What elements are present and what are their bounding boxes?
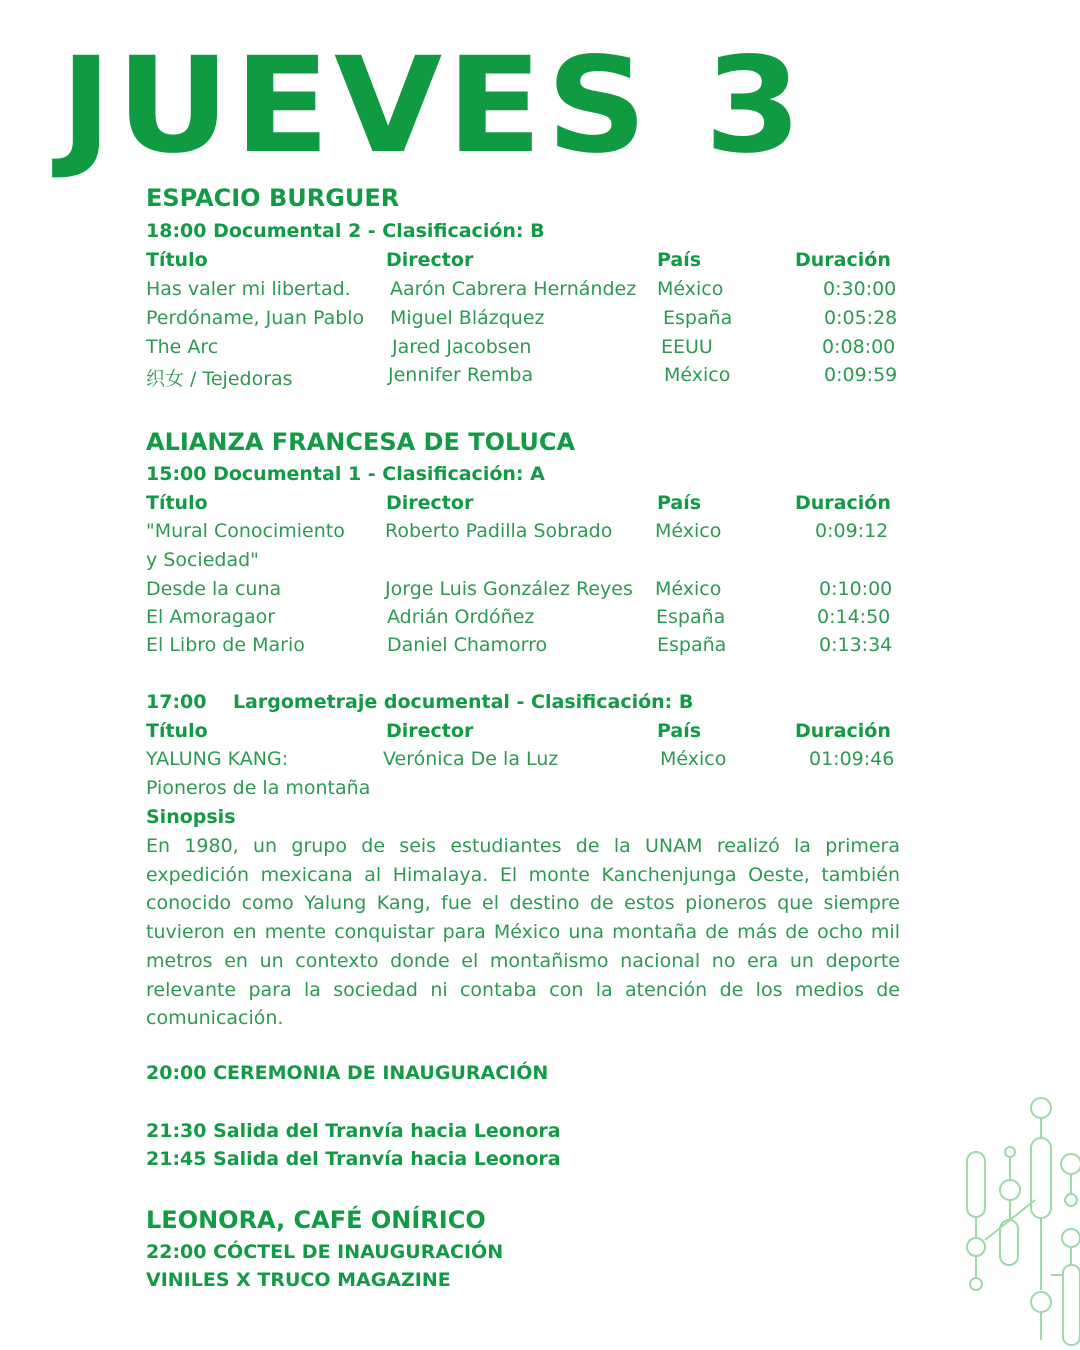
film-title: El Amoragaor bbox=[146, 606, 276, 628]
film-director: Jennifer Remba bbox=[388, 364, 534, 386]
synopsis-label: Sinopsis bbox=[146, 806, 236, 828]
venue-title: LEONORA, CAFÉ ONÍRICO bbox=[146, 1206, 486, 1234]
film-country: México bbox=[664, 364, 731, 386]
film-duration: 0:09:59 bbox=[824, 364, 898, 386]
circuit-decoration bbox=[955, 1090, 1080, 1350]
film-duration: 0:14:50 bbox=[817, 606, 891, 628]
film-title: The Arc bbox=[146, 336, 219, 358]
event-ceremony: 20:00 CEREMONIA DE INAUGURACIÓN bbox=[146, 1062, 549, 1084]
film-duration: 01:09:46 bbox=[809, 748, 895, 770]
film-director: Daniel Chamorro bbox=[387, 634, 548, 656]
event-vinyls: VINILES X TRUCO MAGAZINE bbox=[146, 1269, 451, 1291]
header-country: País bbox=[657, 492, 702, 514]
header-duration: Duración bbox=[795, 492, 891, 514]
film-country: México bbox=[655, 578, 722, 600]
film-country: México bbox=[660, 748, 727, 770]
header-title: Título bbox=[146, 720, 208, 742]
film-title: y Sociedad" bbox=[146, 549, 259, 571]
film-title: El Libro de Mario bbox=[146, 634, 305, 656]
film-title: Pioneros de la montaña bbox=[146, 777, 371, 799]
venue-title: ESPACIO BURGUER bbox=[146, 184, 400, 212]
event-tram-1: 21:30 Salida del Tranvía hacia Leonora bbox=[146, 1120, 561, 1142]
header-duration: Duración bbox=[795, 249, 891, 271]
film-title: YALUNG KANG: bbox=[146, 748, 289, 770]
film-country: España bbox=[663, 307, 733, 329]
header-title: Título bbox=[146, 249, 208, 271]
header-duration: Duración bbox=[795, 720, 891, 742]
venue-title: ALIANZA FRANCESA DE TOLUCA bbox=[146, 428, 576, 456]
film-title: 织女 / Tejedoras bbox=[146, 368, 293, 390]
film-title: Desde la cuna bbox=[146, 578, 282, 600]
event-cocktail: 22:00 CÓCTEL DE INAUGURACIÓN bbox=[146, 1241, 504, 1263]
film-duration: 0:09:12 bbox=[815, 520, 889, 542]
film-duration: 0:30:00 bbox=[823, 278, 897, 300]
header-director: Director bbox=[386, 492, 474, 514]
synopsis-text: En 1980, un grupo de seis estudiantes de la UNAM realizó la primera expedición mexicana al Himalaya. El monte Kanchenjunga Oeste, también conocido como Yalung Kang, fue el destino de estos pioneros que siempre tuvieron en mente conquistar para México una montaña de más de ocho mil metros en un contexto donde el montañismo nacional no era un deporte relevante para la sociedad ni contaba con la atención de los medios de comunicación. bbox=[146, 835, 900, 1030]
header-title: Título bbox=[146, 492, 208, 514]
film-country: México bbox=[655, 520, 722, 542]
film-country: EEUU bbox=[661, 336, 713, 358]
film-director: Aarón Cabrera Hernández bbox=[390, 278, 637, 300]
film-country: España bbox=[656, 606, 726, 628]
session-title: 17:00 Largometraje documental - Clasificación: B bbox=[146, 691, 694, 713]
film-director: Verónica De la Luz bbox=[383, 748, 559, 770]
session-title: 18:00 Documental 2 - Clasificación: B bbox=[146, 220, 545, 242]
header-country: País bbox=[657, 249, 702, 271]
film-director: Jared Jacobsen bbox=[392, 336, 532, 358]
film-director: Roberto Padilla Sobrado bbox=[385, 520, 613, 542]
film-director: Adrián Ordóñez bbox=[387, 606, 535, 628]
session-title: 15:00 Documental 1 - Clasificación: A bbox=[146, 463, 545, 485]
film-duration: 0:08:00 bbox=[822, 336, 896, 358]
header-country: País bbox=[657, 720, 702, 742]
event-tram-2: 21:45 Salida del Tranvía hacia Leonora bbox=[146, 1148, 561, 1170]
film-director: Miguel Blázquez bbox=[390, 307, 545, 329]
header-director: Director bbox=[386, 249, 474, 271]
film-title: Has valer mi libertad. bbox=[146, 278, 351, 300]
film-country: España bbox=[657, 634, 727, 656]
header-director: Director bbox=[386, 720, 474, 742]
film-director: Jorge Luis González Reyes bbox=[385, 578, 633, 600]
film-country: México bbox=[657, 278, 724, 300]
page-title: JUEVES 3 bbox=[60, 29, 806, 183]
film-duration: 0:10:00 bbox=[819, 578, 893, 600]
film-duration: 0:13:34 bbox=[819, 634, 893, 656]
film-duration: 0:05:28 bbox=[824, 307, 898, 329]
film-title: "Mural Conocimiento bbox=[146, 520, 345, 542]
film-title: Perdóname, Juan Pablo bbox=[146, 307, 365, 329]
